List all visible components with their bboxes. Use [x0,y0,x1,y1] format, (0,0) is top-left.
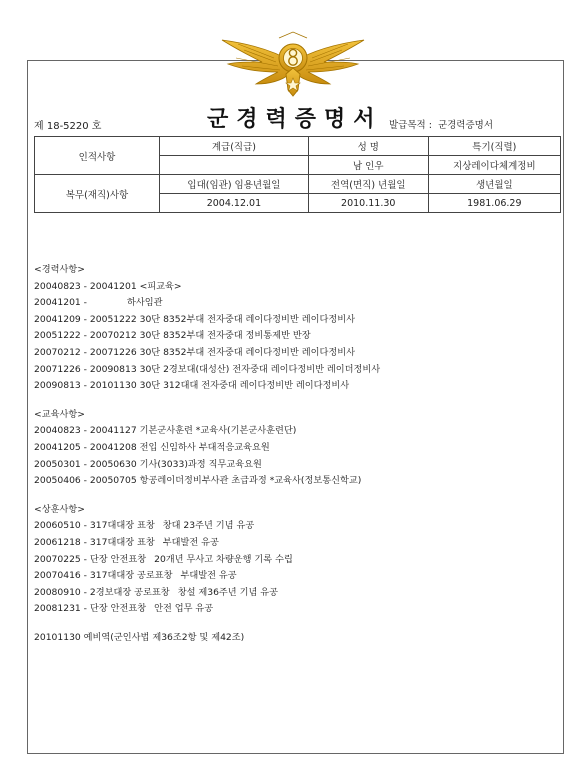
award-name: 20081231 - 단장 안전표창 [34,603,147,615]
birth-header: 생년월일 [428,175,560,194]
list-item: 20071226 - 20090813 30단 2경보대(대성산) 전자중대 레이다정비반 레이더정비사 [34,363,381,375]
issue-purpose-value: 군경력증명서 [437,120,493,131]
list-item: 20041209 - 20051222 30단 8352부대 전자중대 레이다정비반 레이다정비사 [34,313,355,325]
list-item: 20050301 - 20050630 기사(3033)과정 직무교육요원 [34,458,262,470]
section-heading: <상훈사항> [34,503,85,515]
award-name: 20070225 - 단장 안전표창 [34,553,147,565]
personal-label: 인적사항 [35,137,160,175]
record-sections [34,262,554,658]
service-label: 복무(재직)사항 [35,175,160,213]
award-reason: 20개년 무사고 차량운행 기록 수립 [154,553,293,565]
awards-section [34,502,554,618]
award-reason: 창대 23주년 기념 유공 [162,520,255,532]
discharge-header: 전역(면직) 년월일 [308,175,428,194]
name-value: 남 인우 [308,156,428,175]
career-event: 하사임관 [127,297,163,309]
career-date: 20041201 - [34,297,87,309]
list-item [34,295,554,312]
award-reason: 부대발전 유공 [180,570,237,582]
name-header: 성 명 [308,137,428,156]
award-reason: 안전 업무 유공 [154,603,214,615]
enlist-value: 2004.12.01 [160,194,309,213]
list-item: 20050406 - 20050705 항공레이더정비부사관 초급과정 *교육사(정보통신학교) [34,475,362,487]
birth-value: 1981.06.29 [428,194,560,213]
award-name: 20070416 - 317대대장 공로표창 [34,570,173,582]
air-force-emblem-icon [218,28,368,100]
rank-header: 계급(직급) [160,137,309,156]
list-item: 20040823 - 20041201 <피교육> [34,280,182,292]
list-item [34,535,554,552]
issue-purpose-label: 발급목적 : [389,120,432,131]
award-reason: 창설 제36주년 기념 유공 [177,586,279,598]
list-item [34,568,554,585]
award-name: 20060510 - 317대대장 표창 [34,520,155,532]
reserve-line: 20101130 예비역(군인사법 제36조2항 및 제42조) [34,631,245,643]
page-title: 군경력증명서 [207,107,383,132]
info-table [34,136,561,213]
award-reason: 부대발전 유공 [162,536,219,548]
list-item [34,552,554,569]
issue-purpose [389,117,499,131]
section-heading: <경력사항> [34,264,85,275]
section-heading: <교육사항> [34,408,85,420]
list-item: 20051222 - 20070212 30단 8352부대 전자중대 정비통제반 반장 [34,330,311,342]
list-item: 20041205 - 20041208 전입 신임하사 부대적응교육요원 [34,441,270,453]
enlist-header: 입대(임관) 임용년월일 [160,175,309,194]
list-item [34,601,554,618]
document-number: 제 18-5220 호 [34,121,102,132]
award-name: 20080910 - 2경보대장 공로표창 [34,586,170,598]
specialty-value: 지상레이다체계정비 [428,156,560,175]
reserve-section [34,630,554,647]
list-item [34,518,554,535]
list-item: 20090813 - 20101130 30단 312대대 전자중대 레이다정비반 레이다정비사 [34,380,350,392]
specialty-header: 특기(직렬) [428,137,560,156]
rank-value [160,156,309,175]
list-item: 20040823 - 20041127 기본군사훈련 *교육사(기본군사훈련단) [34,425,297,437]
discharge-value: 2010.11.30 [308,194,428,213]
list-item: 20070212 - 20071226 30단 8352부대 전자중대 레이다정비반 레이다정비사 [34,346,355,358]
career-section [34,262,554,395]
award-name: 20061218 - 317대대장 표창 [34,536,155,548]
education-section [34,407,554,490]
list-item [34,585,554,602]
